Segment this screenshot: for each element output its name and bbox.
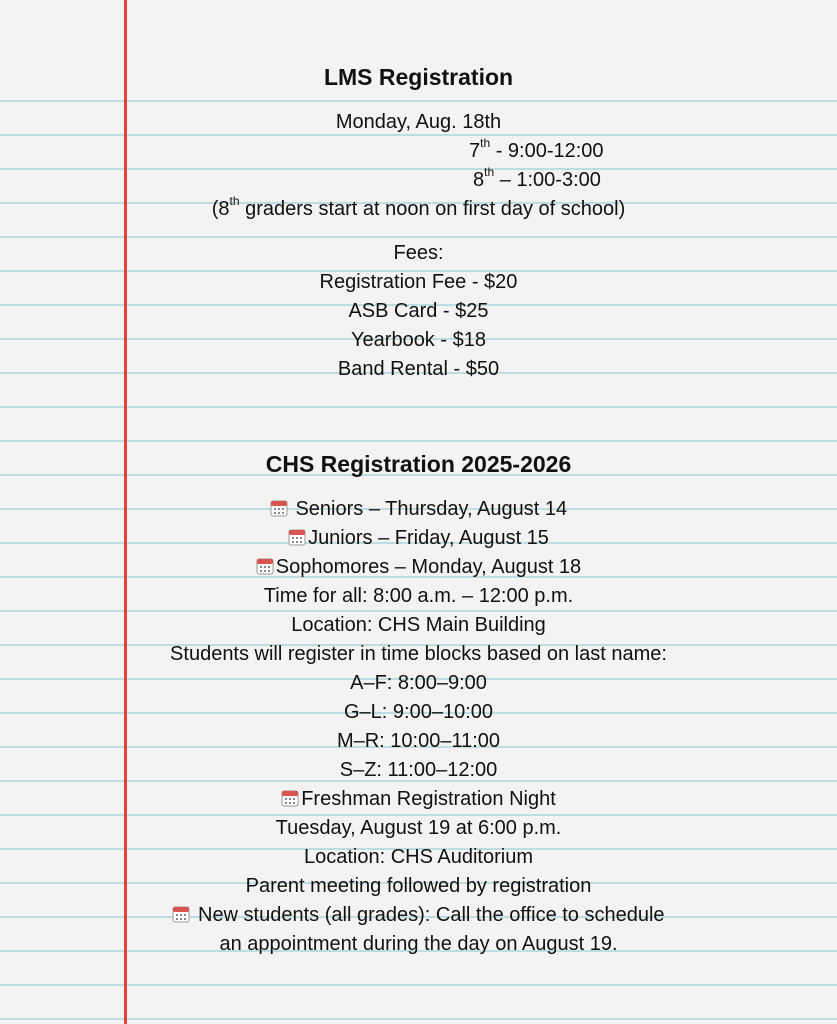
fee-asb-card: ASB Card - $25 (348, 300, 489, 322)
note-text: graders start at noon on first day of school) (239, 198, 626, 220)
time-for-all: Time for all: 8:00 a.m. – 12:00 p.m. (263, 585, 574, 607)
grade7-number: 7 (469, 140, 481, 162)
calendar-icon (256, 557, 274, 575)
note-superscript: th (229, 194, 240, 209)
new-students-line2: an appointment during the day on August 19. (219, 933, 618, 955)
note-open: (8 (211, 198, 230, 220)
fee-band-rental: Band Rental - $50 (337, 358, 500, 380)
lms-grade8-note (0, 196, 837, 222)
schedule-juniors (0, 525, 837, 551)
time-blocks-intro: Students will register in time blocks based on last name: (170, 643, 667, 665)
block-m-r: M–R: 10:00–11:00 (336, 730, 501, 752)
chs-title: CHS Registration 2025-2026 (265, 451, 572, 477)
block-a-f: A–F: 8:00–9:00 (350, 672, 487, 694)
freshman-title (0, 786, 837, 812)
calendar-icon (281, 789, 299, 807)
new-students-text: New students (all grades): Call the office to schedule (192, 904, 665, 926)
seniors-text: Seniors – Thursday, August 14 (289, 498, 568, 520)
juniors-text: Juniors – Friday, August 15 (308, 527, 549, 549)
schedule-seniors (0, 496, 837, 522)
block-g-l: G–L: 9:00–10:00 (343, 701, 493, 723)
calendar-icon (288, 528, 306, 546)
freshman-when: Tuesday, August 19 at 6:00 p.m. (275, 817, 562, 839)
sophomores-text: Sophomores – Monday, August 18 (275, 556, 582, 578)
lms-date: Monday, Aug. 18th (335, 111, 502, 133)
grade8-superscript: th (484, 165, 495, 180)
grade7-superscript: th (480, 136, 491, 151)
fee-registration: Registration Fee - $20 (319, 271, 518, 293)
new-students-line1 (0, 902, 837, 928)
calendar-icon (270, 499, 288, 517)
freshman-title-text: Freshman Registration Night (301, 788, 556, 810)
location-main: Location: CHS Main Building (291, 614, 546, 636)
fee-yearbook: Yearbook - $18 (351, 329, 486, 351)
freshman-note: Parent meeting followed by registration (245, 875, 592, 897)
grade8-number: 8 (473, 169, 485, 191)
schedule-sophomores (0, 554, 837, 580)
fees-label: Fees: (393, 242, 444, 264)
calendar-icon (172, 905, 190, 923)
block-s-z: S–Z: 11:00–12:00 (339, 759, 498, 781)
freshman-location: Location: CHS Auditorium (303, 846, 533, 868)
grade7-time: - 9:00-12:00 (490, 140, 604, 162)
grade8-time: – 1:00-3:00 (494, 169, 601, 191)
lms-title: LMS Registration (323, 64, 514, 90)
